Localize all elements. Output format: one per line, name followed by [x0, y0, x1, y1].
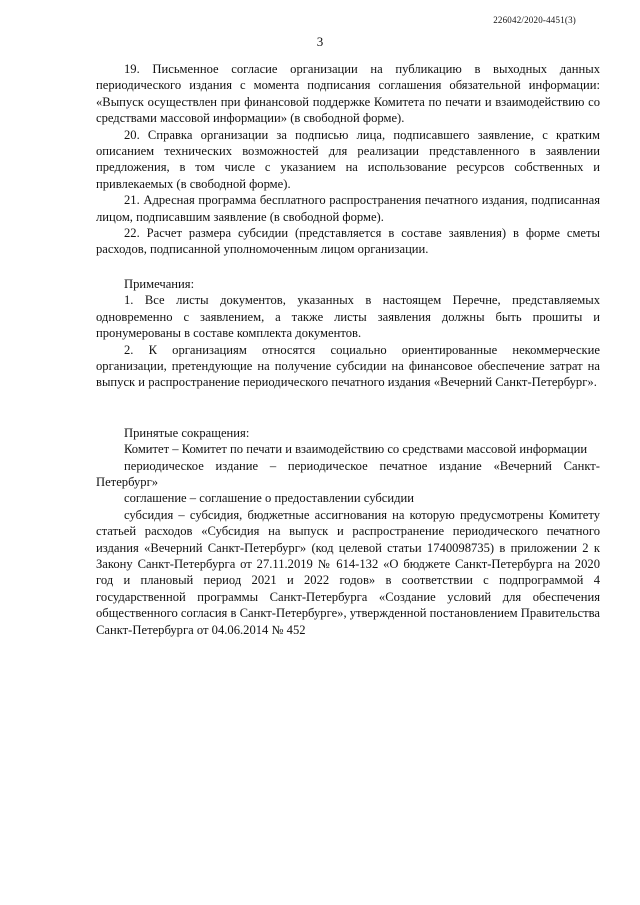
- list-item-21: 21. Адресная программа бесплатного распространения печатного издания, подписанная лицом, подписавшим заявление (в свободной форме).: [96, 193, 600, 224]
- notes-heading: Примечания:: [124, 276, 195, 291]
- abbreviations-heading: Принятые сокращения:: [124, 425, 250, 440]
- list-item-19: 19. Письменное согласие организации на публикацию в выходных данных периодического издания с момента подписания соглашения обязательной информации: «Выпуск осуществлен при финансовой поддержке Комитета по печати и взаимодействию со средствами массовой информации» (в свободной форме).: [96, 62, 600, 126]
- note-item-1: 1. Все листы документов, указанных в настоящем Перечне, представляемых одновременно с заявлением, а также листы заявления должны быть прошиты и пронумерованы в составе комплекта документов.: [96, 293, 600, 341]
- abbreviation-item: Комитет – Комитет по печати и взаимодействию со средствами массовой информации: [124, 442, 588, 457]
- document-registration-number: 226042/2020-4451(3): [493, 15, 576, 25]
- list-item-20: 20. Справка организации за подписью лица, подписавшего заявление, с кратким описанием технических возможностей для реализации представленного в заявлении предложения, в том числе с указанием на использование ресурсов собственных и привлекаемых (в свободной форме).: [96, 127, 600, 191]
- abbreviation-item: периодическое издание – периодическое печатное издание «Вечерний Санкт-Петербург»: [96, 458, 600, 489]
- document-body: [96, 61, 600, 638]
- page-number: 3: [316, 34, 324, 49]
- list-item-22: 22. Расчет размера субсидии (представляется в составе заявления) в форме сметы расходов, подписанной уполномоченным лицом организации.: [96, 226, 600, 257]
- note-item-2: 2. К организациям относятся социально ориентированные некоммерческие организации, претендующие на получение субсидии на финансовое обеспечение затрат на выпуск и распространение периодического печатного издания «Вечерний Санкт-Петербург».: [96, 342, 600, 390]
- abbreviation-item: субсидия – субсидия, бюджетные ассигнования на которую предусмотрены Комитету статьей расходов «Субсидия на выпуск и распространение периодического печатного издания «Вечерний Санкт-Петербург» (код целевой статьи 1740098735) в приложении 2 к Закону Санкт-Петербурга от 27.11.2019 № 614-132 «О бюджете Санкт-Петербурга на 2020 год и плановый период 2021 и 2022 годов» в соответствии с подпрограммой 4 государственной программы Санкт-Петербурга «Создание условий для обеспечения общественного согласия в Санкт-Петербурге», утвержденной постановлением Правительства Санкт-Петербурга от 04.06.2014 № 452: [96, 507, 600, 637]
- abbreviation-item: соглашение – соглашение о предоставлении субсидии: [124, 491, 414, 506]
